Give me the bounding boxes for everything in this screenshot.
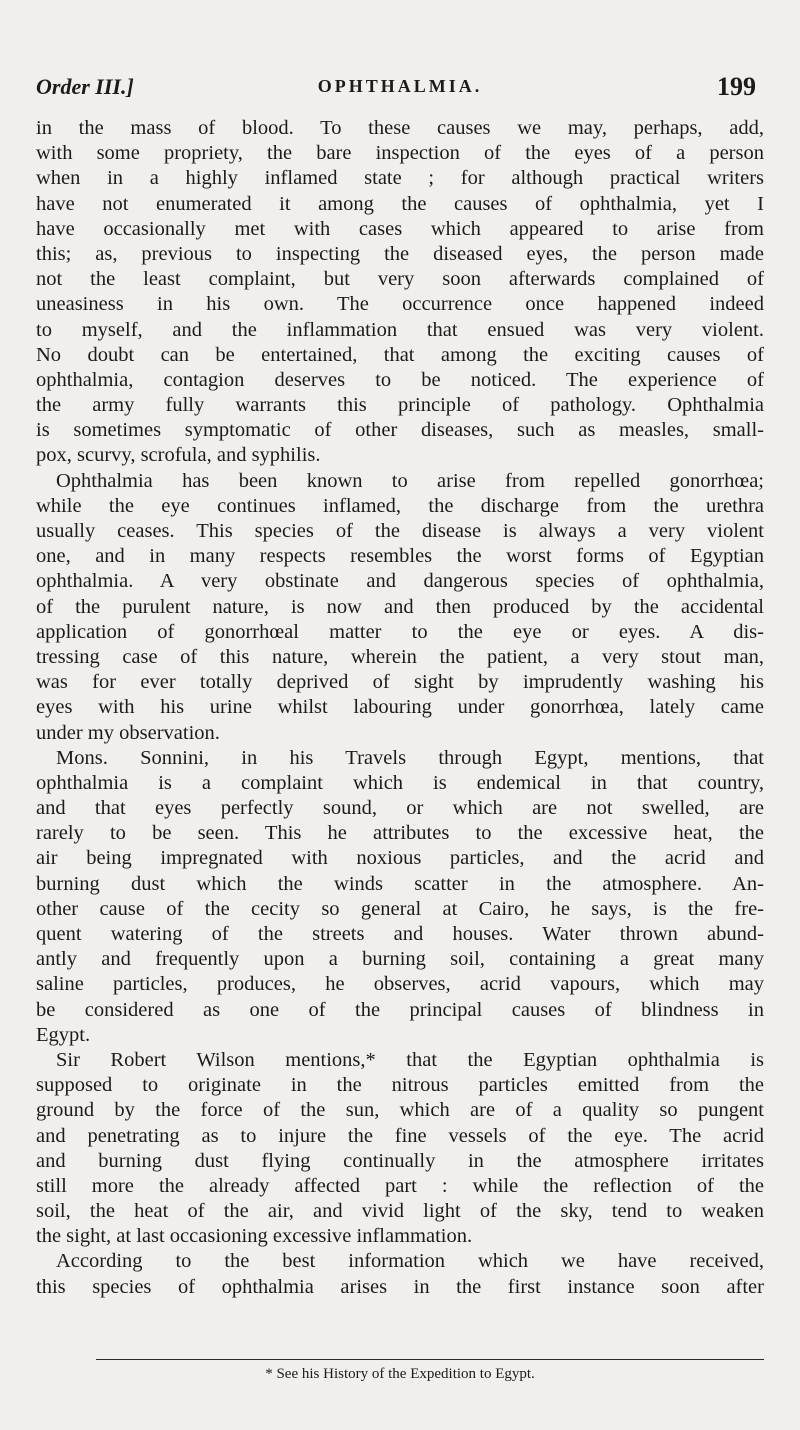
text-line: ophthalmia. A very obstinate and dangerous species of ophthalmia, [36,570,764,593]
text-line: tressing case of this nature, wherein the patient, a very stout man, [36,645,764,668]
text-line: supposed to originate in the nitrous particles emitted from the [36,1074,764,1097]
text-line: still more the already affected part : while the reflection of the [36,1174,764,1197]
footnote-divider [96,1359,764,1360]
text-line: According to the best information which we have received, [56,1250,764,1273]
text-line: this species of ophthalmia arises in the first instance soon after [36,1275,764,1298]
text-line: one, and in many respects resembles the worst forms of Egyptian [36,545,764,568]
header-section-label: Order III.] [36,74,134,99]
text-line: uneasiness in his own. The occurrence once happened indeed [36,293,764,316]
text-line: antly and frequently upon a burning soil, containing a great many [36,948,764,971]
running-header [36,74,764,104]
text-line: application of gonorrhœal matter to the eye or eyes. A dis- [36,620,764,643]
text-line: Egypt. [36,1023,91,1046]
text-line: Sir Robert Wilson mentions,* that the Egyptian ophthalmia is [56,1048,764,1071]
text-line: be considered as one of the principal causes of blindness in [36,998,764,1021]
text-line: while the eye continues inflamed, the discharge from the urethra [36,494,764,517]
body-text [36,116,764,1300]
text-line: usually ceases. This species of the disease is always a very violent [36,520,764,542]
text-line: was for ever totally deprived of sight by imprudently washing his [36,671,764,694]
text-line: have occasionally met with cases which appeared to arise from [36,217,764,240]
text-line: rarely to be seen. This he attributes to the excessive heat, the [36,822,764,845]
text-line: ophthalmia is a complaint which is endemical in that country, [36,771,764,794]
text-line: not the least complaint, but very soon afterwards complained of [36,268,764,291]
text-line: under my observation. [36,721,220,744]
text-line: burning dust which the winds scatter in the atmosphere. An- [36,872,764,895]
text-line: the army fully warrants this principle of pathology. Ophthalmia [36,394,764,417]
text-line: in the mass of blood. To these causes we may, perhaps, add, [36,117,764,139]
text-line: and that eyes perfectly sound, or which are not swelled, are [36,797,764,820]
text-line: quent watering of the streets and houses. Water thrown abund- [36,923,764,945]
text-line: this; as, previous to inspecting the diseased eyes, the person made [36,242,764,265]
text-line: the sight, at last occasioning excessive inflammation. [36,1225,473,1248]
text-line: other cause of the cecity so general at Cairo, he says, is the fre- [36,897,764,920]
text-line: No doubt can be entertained, that among the exciting causes of [36,343,764,366]
text-line: with some propriety, the bare inspection of the eyes of a person [36,142,764,165]
text-line: and burning dust flying continually in the atmosphere irritates [36,1149,764,1172]
text-line: Ophthalmia has been known to arise from repelled gonorrhœa; [56,469,764,492]
footnote: * See his History of the Expedition to Egypt. [265,1366,535,1382]
text-line: have not enumerated it among the causes of ophthalmia, yet I [36,192,764,215]
text-line: pox, scurvy, scrofula, and syphilis. [36,444,321,467]
header-title: OPHTHALMIA. [317,76,483,96]
text-line: eyes with his urine whilst labouring under gonorrhœa, lately came [36,696,764,719]
text-line: saline particles, produces, he observes, acrid vapours, which may [36,973,764,996]
text-line: soil, the heat of the air, and vivid light of the sky, tend to weaken [36,1200,764,1223]
text-line: ground by the force of the sun, which are of a quality so pungent [36,1099,764,1122]
text-line: air being impregnated with noxious particles, and the acrid and [36,847,764,870]
text-line: is sometimes symptomatic of other diseases, such as measles, small- [36,419,764,442]
text-line: when in a highly inflamed state ; for although practical writers [36,167,764,190]
text-line: of the purulent nature, is now and then produced by the accidental [36,595,764,618]
text-line: ophthalmia, contagion deserves to be noticed. The experience of [36,368,764,391]
text-line: Mons. Sonnini, in his Travels through Egypt, mentions, that [56,746,764,769]
text-line: to myself, and the inflammation that ensued was very violent. [36,318,764,341]
page-number: 199 [717,72,756,101]
text-line: and penetrating as to injure the fine vessels of the eye. The acrid [36,1124,764,1147]
